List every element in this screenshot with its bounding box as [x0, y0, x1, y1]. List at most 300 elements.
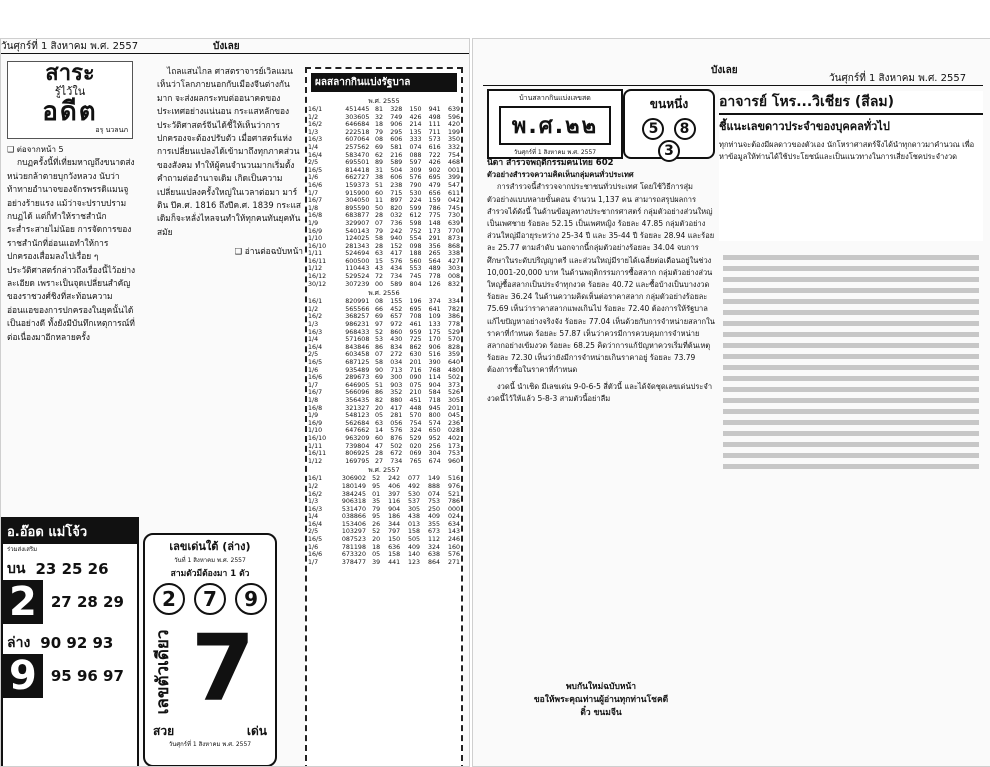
results-cell: 730	[447, 212, 460, 220]
results-cell: 16/12	[308, 273, 327, 281]
results-cell: 148	[428, 219, 441, 227]
results-row	[307, 243, 461, 251]
results-cell: 417	[390, 404, 403, 412]
results-row	[307, 435, 461, 443]
results-cell: 903	[390, 381, 403, 389]
results-cell: 600500	[345, 257, 370, 265]
results-cell: 124025	[345, 235, 370, 243]
results-cell: 26	[372, 520, 381, 528]
results-cell: 159373	[345, 181, 370, 189]
results-cell: 30/12	[308, 280, 327, 288]
column-author: อรุ นวลนภ	[95, 126, 128, 134]
results-row	[307, 551, 461, 559]
results-cell: 281	[390, 412, 403, 420]
results-cell: 800	[428, 412, 441, 420]
results-cell: 426	[428, 159, 441, 167]
results-cell: 597	[409, 159, 422, 167]
results-cell: 028	[447, 427, 460, 435]
results-cell: 109	[428, 313, 441, 321]
results-cell: 638	[427, 551, 440, 559]
results-cell: 584	[428, 389, 441, 397]
results-cell: 1/8	[308, 396, 319, 404]
results-cell: 417	[390, 250, 403, 258]
results-cell: 89	[375, 159, 384, 167]
results-cell: 570	[447, 336, 460, 344]
results-cell: 1/9	[308, 219, 319, 227]
results-cell: 606	[390, 136, 403, 144]
results-cell: 1/12	[308, 457, 323, 465]
results-cell: 804	[409, 280, 422, 288]
single-sub: สามตัวมีต้องมา 1 ตัว	[170, 569, 250, 579]
results-cell: 79	[375, 227, 384, 235]
results-cell: 250	[427, 505, 440, 513]
results-year-2: พ.ศ. 2556	[368, 289, 400, 298]
results-cell: 583470	[345, 151, 370, 159]
results-cell: 008	[447, 273, 460, 281]
results-cell: 81	[375, 106, 384, 113]
results-cell: 753	[427, 498, 440, 506]
results-row	[307, 427, 461, 435]
results-cell: 935489	[345, 366, 370, 374]
main-article	[487, 157, 715, 677]
results-cell: 972	[390, 321, 403, 329]
results-cell: 1/6	[308, 366, 319, 374]
results-cell: 880	[390, 396, 403, 404]
results-cell: 16/4	[308, 520, 323, 528]
results-cell: 480	[447, 366, 460, 374]
results-cell: 86	[375, 389, 384, 397]
results-row	[307, 521, 461, 529]
results-cell: 902	[428, 166, 441, 174]
results-row	[307, 235, 461, 243]
results-row	[307, 265, 461, 273]
results-cell: 959	[409, 328, 422, 336]
results-cell: 566096	[345, 389, 370, 397]
single-left: สวย	[153, 724, 175, 738]
promo-top-numbers: 23 25 26	[35, 560, 109, 578]
results-cell: 16/11	[308, 450, 327, 458]
results-cell: 196	[409, 298, 422, 306]
results-cell: 79	[372, 505, 381, 513]
results-cell: 790	[409, 181, 422, 189]
results-cell: 62	[375, 151, 384, 159]
results-cell: 69	[375, 143, 384, 151]
results-cell: 986231	[345, 321, 370, 329]
sixty-label: ขนหนึ่ง	[649, 97, 689, 111]
results-cell: 35	[372, 498, 381, 506]
results-cell: 038866	[341, 513, 366, 521]
results-cell: 814418	[345, 166, 370, 174]
results-cell: 281343	[345, 242, 370, 250]
results-row	[307, 313, 461, 321]
results-cell: 16/9	[308, 227, 323, 235]
results-row	[307, 389, 461, 397]
results-cell: 895590	[345, 204, 370, 212]
results-cell: 888	[427, 482, 440, 490]
promo-big-top: 2	[3, 580, 43, 624]
results-cell: 438	[408, 513, 421, 521]
results-cell: 123	[408, 558, 421, 566]
results-cell: 173	[428, 227, 441, 235]
results-cell: 63	[375, 250, 384, 258]
sixty-circle-3: 3	[658, 140, 680, 162]
results-cell: 571608	[345, 336, 370, 344]
results-cell: 16/7	[308, 197, 323, 205]
results-cell: 07	[375, 351, 384, 359]
results-cell: 150	[409, 106, 422, 113]
results-cell: 915900	[345, 189, 370, 197]
results-cell: 143	[447, 528, 460, 536]
results-cell: 135	[409, 128, 422, 136]
results-cell: 116	[388, 498, 401, 506]
results-cell: 834	[390, 343, 403, 351]
results-cell: 53	[375, 336, 384, 344]
results-cell: 778	[428, 273, 441, 281]
results-cell: 350	[447, 136, 460, 144]
results-cell: 159	[428, 197, 441, 205]
results-cell: 736	[390, 219, 403, 227]
results-cell: 553	[409, 265, 422, 273]
astro-sub: ชี้แนะเลขดาวประจำของบุคคลทั่วไป	[719, 120, 890, 133]
results-cell: 1/4	[308, 336, 319, 344]
results-cell: 90	[375, 366, 384, 374]
results-cell: 328	[390, 106, 403, 113]
results-row	[307, 498, 461, 506]
single-circles	[145, 583, 275, 615]
results-cell: 246	[447, 536, 460, 544]
results-cell: 16/2	[308, 121, 323, 129]
results-cell: 344	[388, 520, 401, 528]
results-cell: 352	[390, 389, 403, 397]
results-cell: 647662	[345, 427, 370, 435]
promo-sub: ร่วมส่งเสริม	[7, 546, 38, 553]
results-cell: 075	[409, 381, 422, 389]
results-cell: 16/2	[308, 490, 323, 498]
single-title: เลขเด่นใต้ (ล่าง)	[169, 540, 251, 553]
results-cell: 409	[427, 513, 440, 521]
results-cell: 265	[428, 250, 441, 258]
results-cell: 765	[409, 457, 422, 465]
results-cell: 734	[390, 457, 403, 465]
results-cell: 616	[428, 143, 441, 151]
results-cell: 952	[428, 434, 441, 442]
results-cell: 074	[409, 143, 422, 151]
results-cell: 639	[447, 219, 460, 227]
results-cell: 173	[447, 442, 460, 450]
results-table-2	[307, 298, 461, 465]
results-cell: 554	[409, 235, 422, 243]
results-cell: 2/5	[308, 528, 319, 536]
results-row	[307, 359, 461, 367]
results-cell: 224	[409, 197, 422, 205]
results-cell: 745	[409, 273, 422, 281]
results-cell: 397	[388, 490, 401, 498]
results-cell: 797	[388, 528, 401, 536]
results-cell: 150	[388, 536, 401, 544]
lottery-results-title: ผลสลากกินแบ่งรัฐบาล	[311, 73, 457, 92]
results-row	[307, 228, 461, 236]
results-cell: 133	[428, 321, 441, 329]
results-cell: 862	[409, 343, 422, 351]
results-cell: 656	[428, 189, 441, 197]
results-row	[307, 321, 461, 329]
results-cell: 305	[447, 396, 460, 404]
results-cell: 976	[447, 482, 460, 490]
promo-brand: อ.อ๊อด แม่โจ้ว	[3, 519, 137, 544]
logo-main: พ.ศ.๒๒	[499, 106, 611, 145]
column1-body: กบฏครั้งนี้ที่เที่ยมหาญถึงขนาดส่งหน่วยกล้าตายบุกวังหลวง นับว่าท้าทายอำนาจของจักรพรรดิแมนจูอย่างร้ายแรง แม้ว่าจะปราบปรามกบฏได้ แต่ก็ทำให้ราชสำนักระส่ำระสายไม่น้อย การจัดการของราชสำนักที่อ่อนแอทำให้การปกครองเสื่อมลงไปเรื่อย ๆ ประวัติศาสตร์กล่าวถึงเรื่องนี้ไว้อย่างละเอียด เพราะเป็นจุดเปลี่ยนสำคัญของราชวงศ์ชิงที่สะท้อนความอ่อนแอของการปกครองในยุคนั้นได้เป็นอย่างดี ทั้งยังมีบันทึกเหตุการณ์ที่ต่อเนื่องมาอีกหลายครั้ง	[7, 157, 136, 342]
results-cell: 16/10	[308, 434, 327, 442]
results-cell: 820	[390, 204, 403, 212]
results-cell: 843846	[345, 343, 370, 351]
results-cell: 451445	[345, 106, 370, 113]
results-cell: 646905	[345, 381, 370, 389]
results-cell: 960	[447, 457, 460, 465]
results-cell: 169795	[345, 457, 370, 465]
results-cell: 589	[390, 159, 403, 167]
results-cell: 504	[390, 166, 403, 174]
results-cell: 51	[375, 181, 384, 189]
results-cell: 69	[375, 313, 384, 321]
results-cell: 1/3	[308, 321, 319, 329]
results-cell: 329907	[345, 219, 370, 227]
sixty-box	[623, 89, 715, 159]
results-cell: 1/11	[308, 250, 323, 258]
results-cell: 271	[447, 558, 460, 566]
results-cell: 042	[447, 197, 460, 205]
results-cell: 1/10	[308, 427, 323, 435]
results-cell: 420	[447, 121, 460, 129]
results-cell: 95	[372, 513, 381, 521]
results-cell: 786	[428, 204, 441, 212]
results-cell: 576	[390, 257, 403, 265]
results-cell: 753	[447, 450, 460, 458]
results-cell: 941	[428, 106, 441, 113]
sixty-circle-1: 5	[642, 118, 664, 140]
results-cell: 16/6	[308, 181, 323, 189]
left-header-date: วันศุกร์ที่ 1 สิงหาคม พ.ศ. 2557	[1, 41, 139, 52]
results-cell: 530	[408, 490, 421, 498]
results-cell: 27	[375, 457, 384, 465]
results-cell: 00	[375, 280, 384, 288]
results-cell: 16/6	[308, 374, 323, 382]
results-cell: 58	[375, 359, 384, 366]
results-cell: 906318	[341, 498, 366, 506]
results-cell: 576	[409, 174, 422, 182]
results-row	[307, 129, 461, 137]
results-cell: 114	[428, 374, 441, 382]
results-row	[307, 382, 461, 390]
results-cell: 897	[390, 197, 403, 205]
results-cell: 806925	[345, 450, 370, 458]
results-row	[307, 182, 461, 190]
column-title-box	[7, 61, 133, 139]
main-body: การสำรวจนี้สำรวจจากประชาชนทั่วประเทศ โดยใช้วิธีการสุ่มตัวอย่างแบบหลายขั้นตอน จำนวน 1,137 คน สามารถสรุปผลการสำรวจได้ดังนี้ ในด้านข้อมูลทางประชากรศาสตร์ กลุ่มตัวอย่างส่วนใหญ่เป็นเพศชาย ร้อยละ 52.15 เป็นเพศหญิง ร้อยละ 47.85 กลุ่มตัวอย่างส่วนใหญ่มีอายุระหว่าง 25-34 ปี และ 35-44 ปี ร้อยละ 28.94 และร้อยละ 25.77 ตามลำดับ นอกจากนี้กลุ่มตัวอย่างร้อยละ 34.04 จบการศึกษาในระดับปริญญาตรี และส่วนใหญ่มีรายได้เฉลี่ยต่อเดือนอยู่ในช่วง 10,001-20,000 บาท ในด้านพฤติกรรมการซื้อสลาก กลุ่มตัวอย่างส่วนใหญ่ซื้อสลากเป็นประจำทุกงวด ร้อยละ 40.72 และซื้อบ้างเป็นบางงวด ร้อยละ 36.24 ในด้านความคิดเห็นต่อราคาสลาก กลุ่มตัวอย่างร้อยละ 75.69 เห็นว่าราคาสลากแพงเกินไป ร้อยละ 72.40 ต้องการให้รัฐบาลแก้ไขปัญหาอย่างจริงจัง ร้อยละ 77.04 เห็นด้วยกับการจำหน่ายสลากในราคาที่กำหนด ร้อยละ 57.87 เห็นว่าควรมีการควบคุมการจำหน่ายสลากอย่างเข้มงวด ร้อยละ 68.25 คิดว่าการแก้ปัญหาควรเริ่มที่ต้นเหตุ ร้อยละ 72.30 เห็นว่ายังมีการจำหน่ายเกินราคาอยู่ ร้อยละ 73.79 ต้องการซื้อในราคาที่กำหนด	[487, 182, 715, 375]
results-cell: 940	[390, 235, 403, 243]
results-cell: 58	[375, 235, 384, 243]
results-cell: 537	[408, 498, 421, 506]
results-row	[307, 528, 461, 536]
results-cell: 963209	[345, 434, 370, 442]
results-row	[307, 443, 461, 451]
results-cell: 448	[409, 404, 422, 412]
results-cell: 95	[372, 482, 381, 490]
results-cell: 565566	[345, 305, 370, 313]
results-cell: 210	[409, 389, 422, 397]
column-title-2: รู้ไว้ใน	[54, 85, 86, 98]
astro-body: ทุกท่านจะต้องมีผลดาวของตัวเอง นักโหราศาสตร์จึงได้นำทุกดาวมาคำนวณ เพื่อหาข้อมูลให้ท่านได้ใช้ประโยชน์และเป็นแนวทางในการเสี่ยงโชคประจำงวด	[719, 140, 975, 161]
results-cell: 16/10	[308, 242, 327, 250]
promo-last-numbers: 95 96 97	[50, 667, 124, 685]
results-cell: 832	[447, 280, 460, 288]
results-cell: 603458	[345, 351, 370, 359]
single-circle-1: 2	[153, 583, 185, 615]
results-cell: 573	[428, 136, 441, 144]
results-cell: 725	[409, 336, 422, 344]
results-cell: 427	[447, 257, 460, 265]
results-cell: 526	[447, 389, 460, 397]
results-cell: 713	[390, 366, 403, 374]
results-cell: 402	[447, 434, 460, 442]
results-cell: 333	[409, 136, 422, 144]
results-cell: 18	[375, 121, 384, 129]
results-cell: 28	[375, 450, 384, 458]
results-cell: 612	[409, 212, 422, 220]
results-cell: 2/5	[308, 159, 319, 167]
results-row	[307, 121, 461, 129]
results-cell: 505	[408, 536, 421, 544]
results-cell: 390	[428, 359, 441, 366]
results-row	[307, 205, 461, 213]
results-year-3: พ.ศ. 2557	[368, 466, 400, 475]
results-cell: 79	[375, 128, 384, 136]
results-cell: 873	[447, 235, 460, 243]
results-cell: 16/2	[308, 313, 323, 321]
results-cell: 548123	[345, 412, 370, 420]
results-cell: 768	[428, 366, 441, 374]
results-cell: 201	[409, 359, 422, 366]
results-cell: 103297	[341, 528, 366, 536]
results-row	[307, 212, 461, 220]
results-row	[307, 273, 461, 281]
results-year-1: พ.ศ. 2555	[368, 97, 400, 105]
results-cell: 498	[428, 113, 441, 121]
results-cell: 434	[390, 265, 403, 273]
left-header-title: บังเลย	[213, 41, 240, 52]
results-cell: 630	[409, 351, 422, 359]
results-cell: 126	[428, 280, 441, 288]
results-cell: 1/3	[308, 128, 319, 136]
results-cell: 968433	[345, 328, 370, 336]
right-newspaper-page	[472, 38, 990, 767]
results-cell: 589	[390, 280, 403, 288]
results-cell: 149	[427, 475, 440, 483]
results-cell: 516	[428, 351, 441, 359]
results-cell: 864	[427, 558, 440, 566]
results-cell: 356	[428, 242, 441, 250]
results-row	[307, 220, 461, 228]
results-cell: 16/5	[308, 359, 323, 366]
results-cell: 906	[390, 121, 403, 129]
results-cell: 722	[428, 151, 441, 159]
results-row	[307, 559, 461, 567]
results-cell: 562684	[345, 419, 370, 427]
results-cell: 708	[409, 313, 422, 321]
results-cell: 090	[409, 374, 422, 382]
results-cell: 242	[390, 227, 403, 235]
results-cell: 152	[390, 242, 403, 250]
results-table-1	[307, 106, 461, 288]
results-cell: 07	[375, 219, 384, 227]
results-cell: 309	[409, 166, 422, 174]
results-cell: 16/3	[308, 136, 323, 144]
column2-text	[157, 65, 303, 505]
results-row	[307, 420, 461, 428]
results-cell: 216	[390, 151, 403, 159]
results-cell: 945	[428, 404, 441, 412]
results-cell: 739804	[345, 442, 370, 450]
results-row	[307, 513, 461, 521]
results-cell: 334	[447, 298, 460, 306]
results-cell: 711	[428, 128, 441, 136]
results-cell: 256	[428, 442, 441, 450]
results-cell: 492	[408, 482, 421, 490]
results-row	[307, 491, 461, 499]
results-cell: 300	[390, 374, 403, 382]
results-cell: 1/12	[308, 265, 323, 273]
results-cell: 39	[372, 558, 381, 566]
right-header-rule	[483, 85, 983, 86]
results-cell: 098	[409, 242, 422, 250]
results-cell: 574	[428, 419, 441, 427]
results-cell: 745	[447, 204, 460, 212]
results-cell: 606	[390, 174, 403, 182]
results-cell: 321327	[345, 404, 370, 412]
results-cell: 695	[409, 305, 422, 313]
results-row	[307, 144, 461, 152]
results-cell: 155	[390, 298, 403, 306]
results-cell: 175	[428, 328, 441, 336]
results-cell: 05	[372, 551, 381, 559]
results-cell: 28	[375, 242, 384, 250]
results-cell: 16/1	[308, 106, 323, 113]
closing-block	[487, 681, 715, 720]
results-cell: 295	[390, 128, 403, 136]
results-cell: 521	[447, 490, 460, 498]
column2-footer: ❑ อ่านต่อฉบับหน้า	[234, 246, 303, 257]
results-cell: 828	[447, 343, 460, 351]
results-cell: 034	[390, 359, 403, 366]
results-cell: 904	[428, 381, 441, 389]
results-row	[307, 298, 461, 306]
results-cell: 754	[447, 151, 460, 159]
results-cell: 775	[428, 212, 441, 220]
results-row	[307, 544, 461, 552]
results-cell: 08	[375, 136, 384, 144]
results-cell: 529524	[345, 273, 370, 281]
results-cell: 86	[375, 343, 384, 351]
astro-box	[719, 91, 983, 241]
results-cell: 236	[447, 419, 460, 427]
results-cell: 14	[375, 427, 384, 435]
results-cell: 540143	[345, 227, 370, 235]
closing-line-1: พบกันใหม่ฉบับหน้า	[565, 682, 637, 692]
results-cell: 406	[388, 482, 401, 490]
results-cell: 876	[390, 434, 403, 442]
results-cell: 1/8	[308, 204, 319, 212]
results-cell: 074	[427, 490, 440, 498]
results-cell: 82	[375, 396, 384, 404]
